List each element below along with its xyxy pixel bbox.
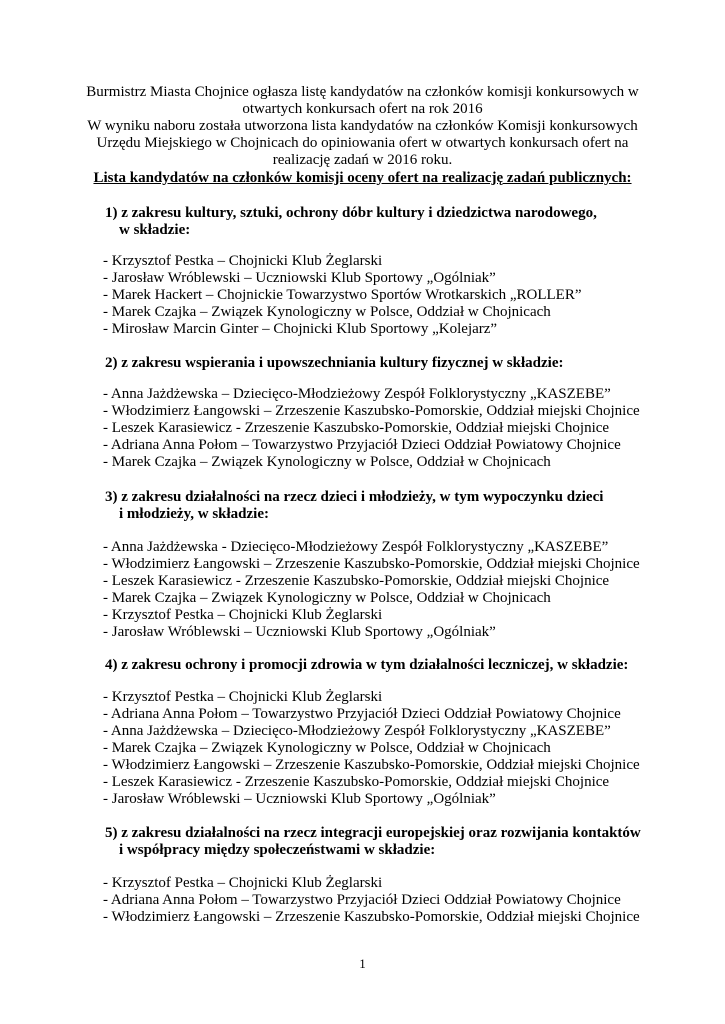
list-item: - Krzysztof Pestka – Chojnicki Klub Żeglarski [103, 875, 383, 891]
list-item: - Leszek Karasiewicz - Zrzeszenie Kaszubsko-Pomorskie, Oddział miejski Chojnice [103, 420, 610, 436]
list-item: - Marek Czajka – Związek Kynologiczny w Polsce, Oddział w Chojnicach [103, 590, 551, 606]
intro-line: W wyniku naboru została utworzona lista kandydatów na członków Komisji konkursowych [87, 118, 638, 134]
section-3-title [105, 489, 665, 523]
section-title-line: 5) z zakresu działalności na rzecz integracji europejskiej oraz rozwijania kontaktów [105, 825, 641, 841]
announcement-intro [70, 84, 655, 169]
section-1-list [103, 253, 663, 338]
section-5-list [103, 875, 663, 926]
section-3-list [103, 539, 663, 641]
section-5-title [105, 825, 665, 859]
list-heading: Lista kandydatów na członków komisji oceny ofert na realizację zadań publicznych: [93, 170, 632, 186]
section-2-title [105, 355, 665, 372]
list-item: - Mirosław Marcin Ginter – Chojnicki Klub Sportowy „Kolejarz” [103, 321, 498, 337]
list-item: - Leszek Karasiewicz - Zrzeszenie Kaszubsko-Pomorskie, Oddział miejski Chojnice [103, 573, 610, 589]
intro-line: otwartych konkursach ofert na rok 2016 [242, 101, 483, 117]
list-item: - Jarosław Wróblewski – Uczniowski Klub Sportowy „Ogólniak” [103, 624, 496, 640]
section-title-line: 2) z zakresu wspierania i upowszechniania kultury fizycznej w składzie: [105, 355, 564, 371]
list-item: - Marek Czajka – Związek Kynologiczny w Polsce, Oddział w Chojnicach [103, 454, 551, 470]
list-item: - Jarosław Wróblewski – Uczniowski Klub Sportowy „Ogólniak” [103, 270, 496, 286]
list-item: - Krzysztof Pestka – Chojnicki Klub Żeglarski [103, 607, 383, 623]
intro-line: Burmistrz Miasta Chojnice ogłasza listę kandydatów na członków komisji konkursowych w [86, 84, 639, 100]
list-item: - Włodzimierz Łangowski – Zrzeszenie Kaszubsko-Pomorskie, Oddział miejski Chojnice [103, 909, 640, 925]
list-item: - Adriana Anna Połom – Towarzystwo Przyjaciół Dzieci Oddział Powiatowy Chojnice [103, 892, 621, 908]
list-item: - Anna Jażdżewska - Dziecięco-Młodzieżowy Zespół Folklorystyczny „KASZEBE” [103, 539, 609, 555]
section-1-title [105, 205, 665, 239]
page-number: 1 [359, 956, 366, 971]
list-item: - Adriana Anna Połom – Towarzystwo Przyjaciół Dzieci Oddział Powiatowy Chojnice [103, 437, 621, 453]
list-item: - Leszek Karasiewicz - Zrzeszenie Kaszubsko-Pomorskie, Oddział miejski Chojnice [103, 774, 610, 790]
section-2-list [103, 386, 663, 471]
list-item: - Krzysztof Pestka – Chojnicki Klub Żeglarski [103, 253, 383, 269]
section-title-line: i współpracy między społeczeństwami w składzie: [119, 842, 436, 858]
list-item: - Adriana Anna Połom – Towarzystwo Przyjaciół Dzieci Oddział Powiatowy Chojnice [103, 706, 621, 722]
list-item: - Włodzimierz Łangowski – Zrzeszenie Kaszubsko-Pomorskie, Oddział miejski Chojnice [103, 556, 640, 572]
section-4-title [105, 657, 665, 674]
section-4-list [103, 689, 663, 808]
section-title-line: 1) z zakresu kultury, sztuki, ochrony dóbr kultury i dziedzictwa narodowego, [105, 205, 597, 221]
list-item: - Włodzimierz Łangowski – Zrzeszenie Kaszubsko-Pomorskie, Oddział miejski Chojnice [103, 403, 640, 419]
intro-line: realizację zadań w 2016 roku. [272, 152, 453, 168]
list-item: - Anna Jażdżewska – Dziecięco-Młodzieżowy Zespół Folklorystyczny „KASZEBE” [103, 386, 611, 402]
section-title-line: 3) z zakresu działalności na rzecz dzieci i młodzieży, w tym wypoczynku dzieci [105, 489, 604, 505]
list-item: - Jarosław Wróblewski – Uczniowski Klub Sportowy „Ogólniak” [103, 791, 496, 807]
list-item: - Krzysztof Pestka – Chojnicki Klub Żeglarski [103, 689, 383, 705]
list-item: - Włodzimierz Łangowski – Zrzeszenie Kaszubsko-Pomorskie, Oddział miejski Chojnice [103, 757, 640, 773]
list-item: - Marek Czajka – Związek Kynologiczny w Polsce, Oddział w Chojnicach [103, 740, 551, 756]
section-title-line: 4) z zakresu ochrony i promocji zdrowia w tym działalności leczniczej, w składzie: [105, 657, 629, 673]
list-item: - Marek Czajka – Związek Kynologiczny w Polsce, Oddział w Chojnicach [103, 304, 551, 320]
list-item: - Marek Hackert – Chojnickie Towarzystwo Sportów Wrotkarskich „ROLLER” [103, 287, 582, 303]
section-title-line: i młodzieży, w składzie: [119, 506, 269, 522]
intro-line: Urzędu Miejskiego w Chojnicach do opiniowania ofert w otwartych konkursach ofert na [96, 135, 629, 151]
list-item: - Anna Jażdżewska – Dziecięco-Młodzieżowy Zespół Folklorystyczny „KASZEBE” [103, 723, 611, 739]
section-title-line: w składzie: [119, 222, 191, 238]
